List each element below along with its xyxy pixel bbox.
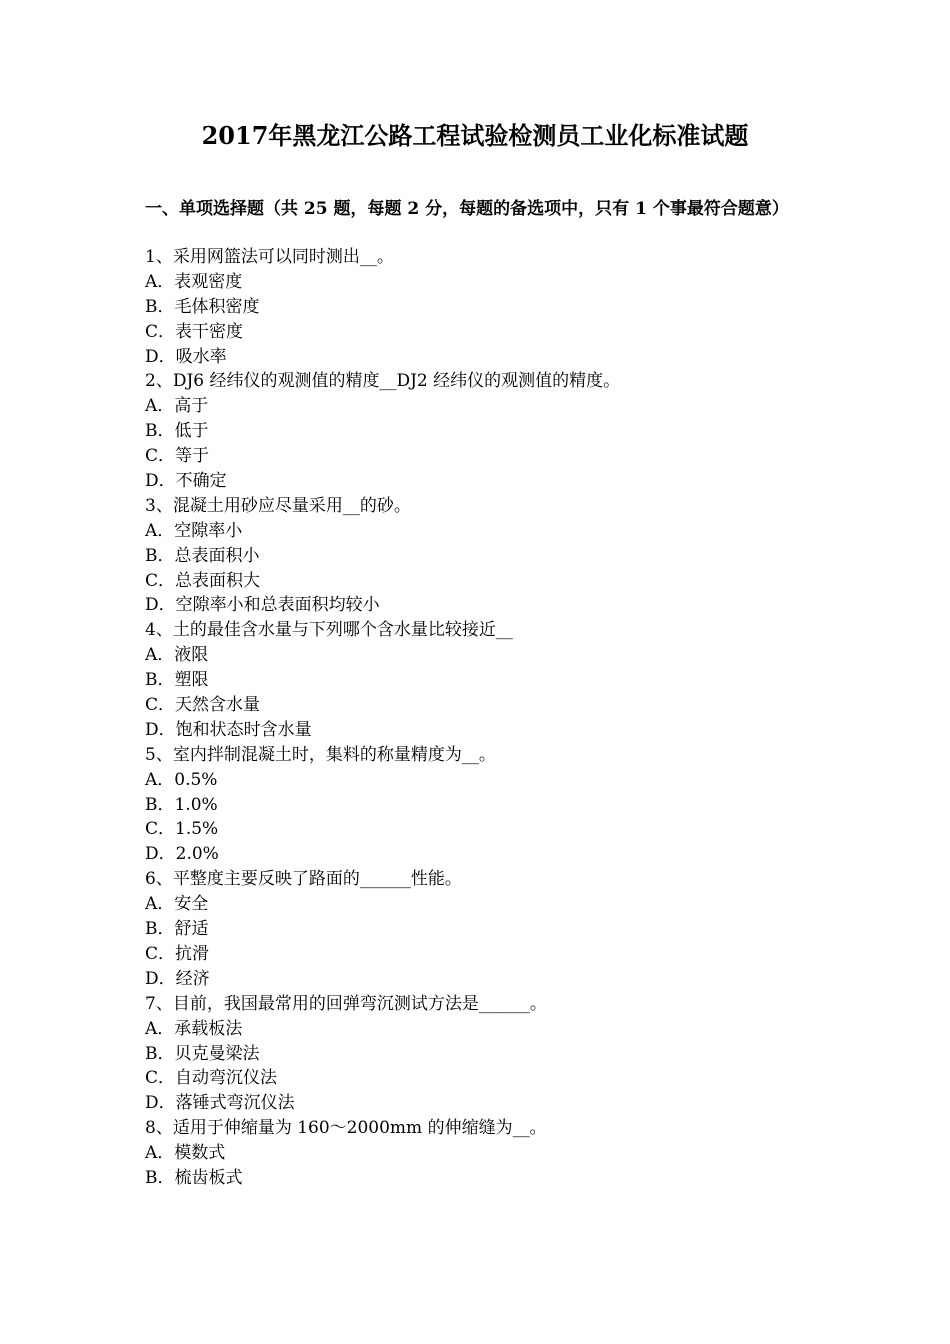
option-d: D．不确定 xyxy=(145,471,227,492)
question-stem: 8、适用于伸缩量为 160～2000mm 的伸缩缝为__。 xyxy=(145,1118,547,1139)
document-title: 2017年黑龙江公路工程试验检测员工业化标准试题 xyxy=(201,121,749,150)
option-b: B．毛体积密度 xyxy=(145,296,260,317)
question-stem: 5、室内拌制混凝土时，集料的称量精度为__。 xyxy=(145,744,496,765)
question-stem: 7、目前，我国最常用的回弹弯沉测试方法是______。 xyxy=(145,993,547,1014)
question-stem: 3、混凝土用砂应尽量采用__的砂。 xyxy=(145,495,411,516)
option-d: D．2.0% xyxy=(145,844,219,865)
option-a: A．0.5% xyxy=(145,769,218,790)
option-a: A．承载板法 xyxy=(145,1018,243,1039)
option-d: D．落锤式弯沉仪法 xyxy=(145,1093,295,1114)
option-d: D．饱和状态时含水量 xyxy=(145,719,312,740)
option-b: B．低于 xyxy=(145,421,209,442)
option-d: D．吸水率 xyxy=(145,346,227,367)
option-a: A．表观密度 xyxy=(145,271,243,292)
option-a: A．空隙率小 xyxy=(145,520,243,541)
option-b: B．1.0% xyxy=(145,794,218,815)
option-a: A．模数式 xyxy=(145,1143,226,1164)
option-a: A．液限 xyxy=(145,645,209,666)
option-c: C．自动弯沉仪法 xyxy=(145,1068,278,1089)
option-c: C．等于 xyxy=(145,446,210,467)
option-b: B．梳齿板式 xyxy=(145,1167,243,1188)
option-c: C．总表面积大 xyxy=(145,570,261,591)
option-b: B．总表面积小 xyxy=(145,545,260,566)
option-d: D．经济 xyxy=(145,968,210,989)
option-d: D．空隙率小和总表面积均较小 xyxy=(145,595,380,616)
option-a: A．安全 xyxy=(145,894,209,915)
option-c: C．表干密度 xyxy=(145,321,244,342)
question-stem: 4、土的最佳含水量与下列哪个含水量比较接近__ xyxy=(145,620,513,641)
option-c: C．1.5% xyxy=(145,819,219,840)
option-b: B．塑限 xyxy=(145,670,209,691)
option-b: B．贝克曼梁法 xyxy=(145,1043,260,1064)
question-stem: 1、采用网篮法可以同时测出__。 xyxy=(145,247,394,267)
option-c: C．天然含水量 xyxy=(145,695,261,716)
section-heading: 一、单项选择题（共 25 题，每题 2 分，每题的备选项中，只有 1 个事最符合题意） xyxy=(145,199,789,219)
question-stem: 2、DJ6 经纬仪的观测值的精度__DJ2 经纬仪的观测值的精度。 xyxy=(145,371,621,392)
question-stem: 6、平整度主要反映了路面的______性能。 xyxy=(145,869,462,890)
option-b: B．舒适 xyxy=(145,919,209,940)
question-list xyxy=(145,245,835,1191)
option-a: A．高于 xyxy=(145,396,209,417)
option-c: C．抗滑 xyxy=(145,943,210,964)
